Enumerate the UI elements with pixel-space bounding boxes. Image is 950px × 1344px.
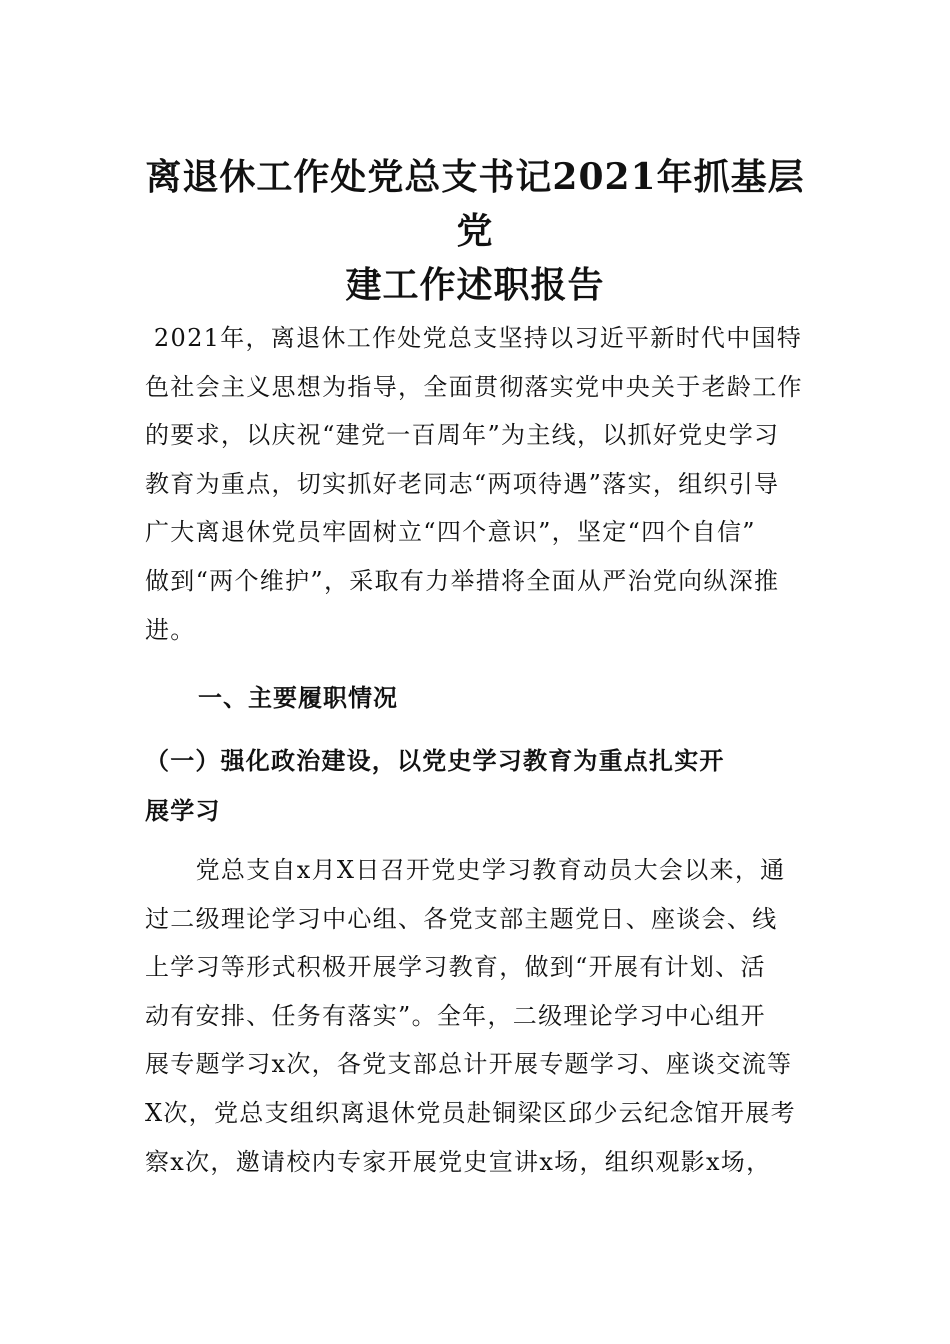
title-line: 离退休工作处党总支书记2021年抓基层党 <box>145 156 805 252</box>
body-paragraph <box>145 846 810 1186</box>
paragraph-line: 过二级理论学习中心组、各党支部主题党日、座谈会、线 <box>145 904 778 933</box>
paragraph-line: 进。 <box>145 615 196 644</box>
paragraph-line: 做到“两个维护”，采取有力举措将全面从严治党向纵深推 <box>145 566 780 595</box>
intro-paragraph <box>145 314 810 654</box>
document-title <box>140 150 810 312</box>
section-heading: 一、主要履职情况 <box>198 684 398 712</box>
title-line: 建工作述职报告 <box>345 264 605 306</box>
paragraph-line: 察x次，邀请校内专家开展党史宣讲x场，组织观影x场， <box>145 1147 772 1176</box>
paragraph-line: 色社会主义思想为指导，全面贯彻落实党中央关于老龄工作 <box>145 372 803 401</box>
paragraph-line: 展专题学习x次，各党支部总计开展专题学习、座谈交流等 <box>145 1050 793 1079</box>
paragraph-line: 2021年，离退休工作处党总支坚持以习近平新时代中国特 <box>145 324 803 352</box>
heading-line: 展学习 <box>145 797 221 825</box>
heading-line: （一）强化政治建设，以党史学习教育为重点扎实开 <box>145 747 725 775</box>
subsection-heading <box>145 736 810 836</box>
paragraph-line: 动有安排、任务有落实”。全年，二级理论学习中心组开 <box>145 1001 766 1030</box>
paragraph-line: 广大离退休党员牢固树立“四个意识”，坚定“四个自信” <box>145 518 756 547</box>
paragraph-line: 上学习等形式积极开展学习教育，做到“开展有计划、活 <box>145 953 766 982</box>
paragraph-line: 教育为重点，切实抓好老同志“两项待遇”落实，组织引导 <box>145 469 780 498</box>
paragraph-line: X次，党总支组织离退休党员赴铜梁区邱少云纪念馆开展考 <box>145 1098 796 1127</box>
paragraph-line: 党总支自x月X日召开党史学习教育动员大会以来，通 <box>145 856 786 884</box>
paragraph-line: 的要求，以庆祝“建党一百周年”为主线，以抓好党史学习 <box>145 421 780 450</box>
